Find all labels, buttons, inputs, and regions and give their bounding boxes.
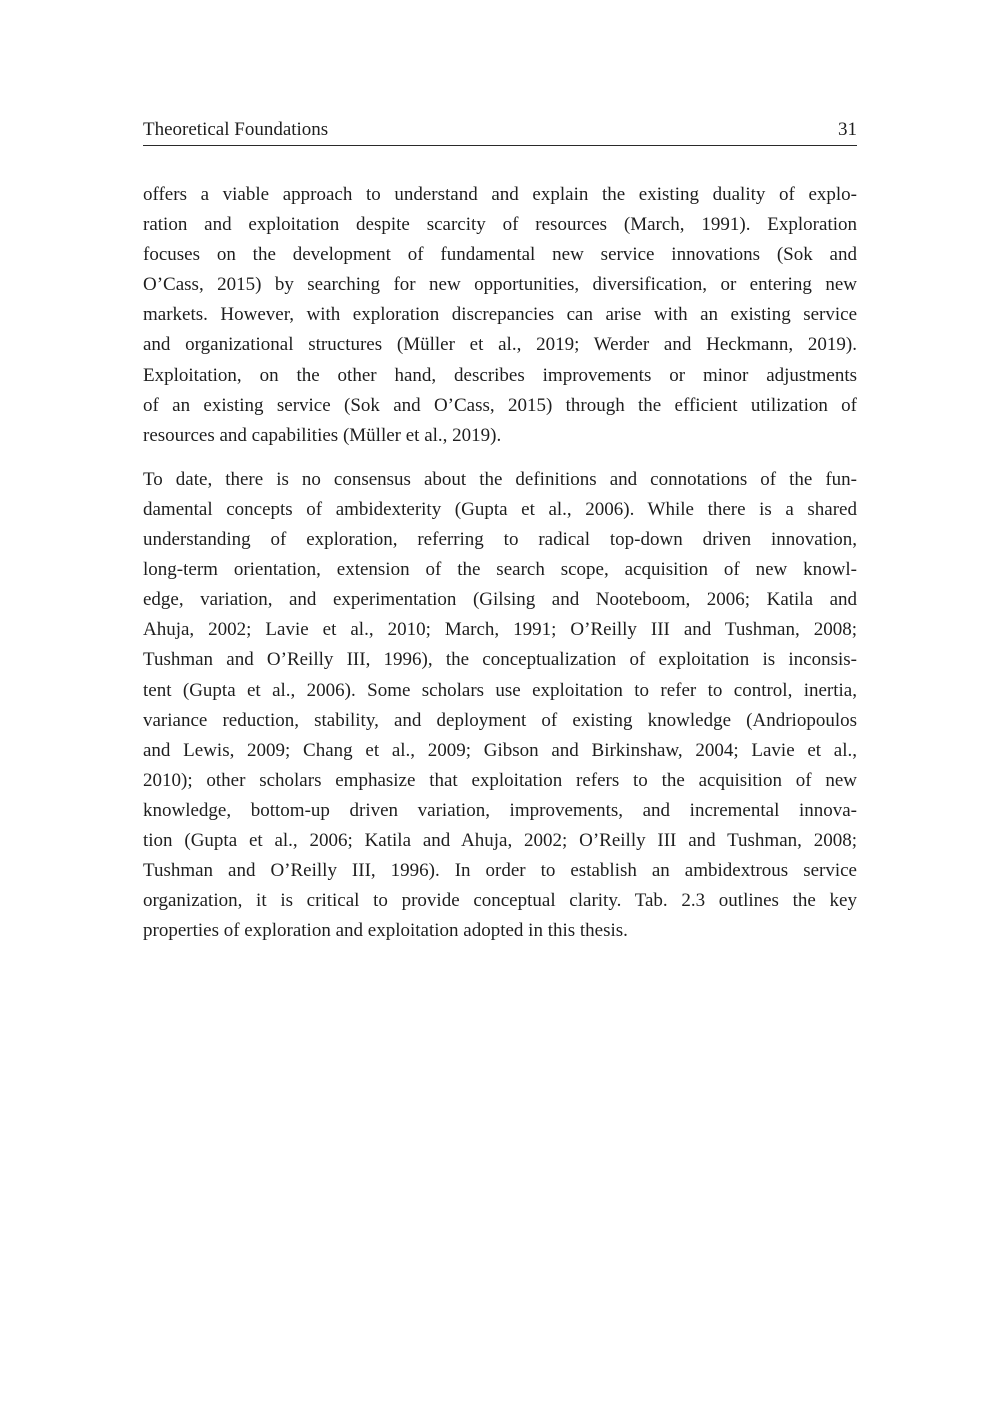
text-line: of an existing service (Sok and O’Cass, 2015) through the efficient utilization of [143, 394, 857, 416]
page-number: 31 [838, 119, 857, 140]
body-text [143, 180, 857, 946]
text-line: tent (Gupta et al., 2006). Some scholars use exploitation to refer to control, inertia, [143, 679, 857, 701]
text-line: Exploitation, on the other hand, describes improvements or minor adjustments [143, 364, 857, 386]
text-line: and organizational structures (Müller et al., 2019; Werder and Heckmann, 2019). [143, 334, 857, 356]
text-line: To date, there is no consensus about the definitions and connotations of the fun- [143, 468, 857, 490]
text-line: Tushman and O’Reilly III, 1996). In order to establish an ambidextrous service [143, 860, 857, 882]
text-line: long-term orientation, extension of the search scope, acquisition of new knowl- [143, 559, 857, 581]
text-line: Ahuja, 2002; Lavie et al., 2010; March, 1991; O’Reilly III and Tushman, 2008; [143, 619, 857, 641]
text-line: focuses on the development of fundamental new service innovations (Sok and [143, 244, 857, 266]
text-line: knowledge, bottom-up driven variation, improvements, and incremental innova- [143, 799, 857, 821]
header-title: Theoretical Foundations [143, 119, 329, 140]
text-line: 2010); other scholars emphasize that exploitation refers to the acquisition of new [143, 769, 857, 791]
text-line: and Lewis, 2009; Chang et al., 2009; Gibson and Birkinshaw, 2004; Lavie et al., [143, 739, 857, 761]
paragraph-1 [143, 180, 857, 451]
text-line: edge, variation, and experimentation (Gilsing and Nooteboom, 2006; Katila and [143, 589, 857, 611]
text-line: understanding of exploration, referring to radical top-down driven innovation, [143, 529, 857, 551]
paragraph-2 [143, 465, 857, 947]
text-line: damental concepts of ambidexterity (Gupta et al., 2006). While there is a shared [143, 498, 857, 520]
text-line: variance reduction, stability, and deployment of existing knowledge (Andriopoulos [143, 709, 857, 731]
text-line: ration and exploitation despite scarcity of resources (March, 1991). Exploration [143, 214, 857, 236]
text-line: resources and capabilities (Müller et al., 2019). [143, 424, 502, 446]
text-line: organization, it is critical to provide conceptual clarity. Tab. 2.3 outlines the key [143, 890, 857, 912]
text-line: markets. However, with exploration discrepancies can arise with an existing service [143, 304, 857, 326]
running-header [143, 117, 857, 146]
text-line: offers a viable approach to understand and explain the existing duality of explo- [143, 184, 857, 205]
text-line: properties of exploration and exploitation adopted in this thesis. [143, 920, 628, 942]
text-line: O’Cass, 2015) by searching for new opportunities, diversification, or entering new [143, 274, 857, 296]
text-line: tion (Gupta et al., 2006; Katila and Ahuja, 2002; O’Reilly III and Tushman, 2008; [143, 829, 857, 851]
text-line: Tushman and O’Reilly III, 1996), the conceptualization of exploitation is inconsis- [143, 649, 857, 671]
